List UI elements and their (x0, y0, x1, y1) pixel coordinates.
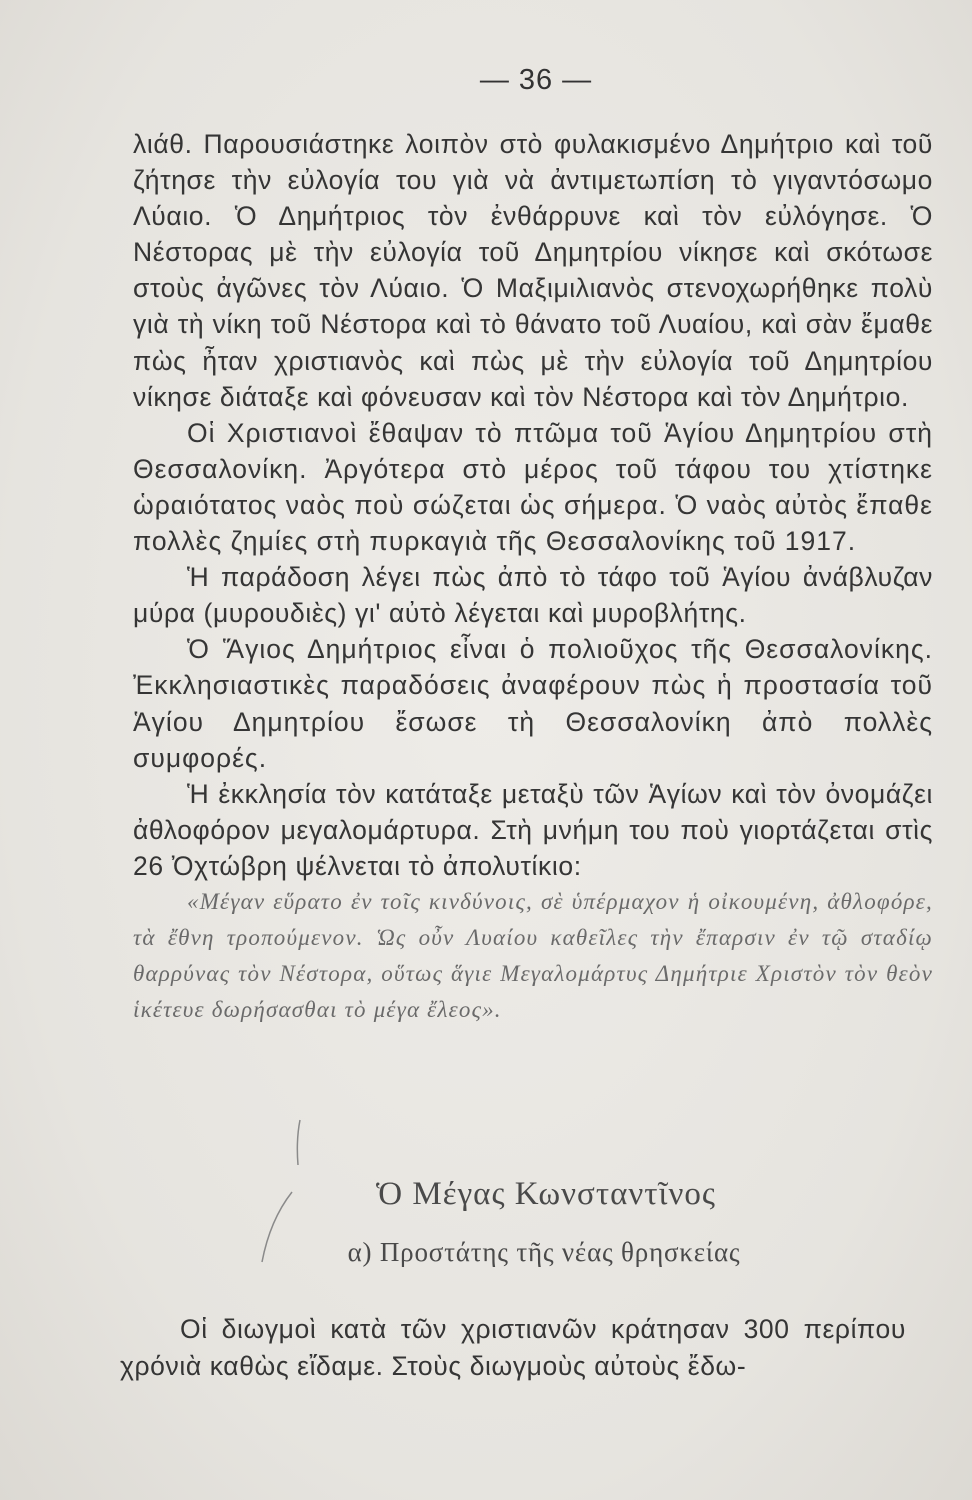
paragraph-1: λιάθ. Παρουσιάστηκε λοιπὸν στὸ φυλακισμένο Δημήτριο καὶ τοῦ ζήτησε τὴν εὐλογία του γιὰ νὰ ἀντιμετωπίση τὸ γιγαντόσωμο Λύαιο. Ὁ Δημήτριος τὸν ἐνθάρρυνε καὶ τὸν εὐλόγησε. Ὁ Νέστορας μὲ τὴν εὐλογία τοῦ Δημητρίου νίκησε καὶ σκότωσε στοὺς ἀγῶνες τὸν Λύαιο. Ὁ Μαξιμιλιανὸς στενοχωρήθηκε πολὺ γιὰ τὴ νίκη τοῦ Νέστορα καὶ τὸ θάνατο τοῦ Λυαίου, καὶ σὰν ἔμαθε πὼς ἦταν χριστιανὸς καὶ πὼς μὲ τὴν εὐλογία τοῦ Δημητρίου νίκησε διάταξε καὶ φόνευσαν καὶ τὸν Νέστορα καὶ τὸν Δημήτριο. (133, 129, 933, 412)
paragraph-5: Ἡ ἐκκλησία τὸν κατάταξε μεταξὺ τῶν Ἁγίων καὶ τὸν ὀνομάζει ἀθλοφόρον μεγαλομάρτυρα. Στὴ μνήμη του ποὺ γιορτάζεται στὶς 26 Ὀχτώβρη ψέλνεται τὸ ἀπολυτίκιο: (133, 778, 933, 881)
paragraph-2: Οἱ Χριστιανοὶ ἔθαψαν τὸ πτῶμα τοῦ Ἁγίου Δημητρίου στὴ Θεσσαλονίκη. Ἀργότερα στὸ μέρος τοῦ τάφου του χτίστηκε ὡραιότατος ναὸς ποὺ σώζεται ὡς σήμερα. Ὁ ναὸς αὐτὸς ἔπαθε πολλὲς ζημίες στὴ πυρκαγιὰ τῆς Θεσσαλονίκης τοῦ 1917. (133, 417, 933, 557)
closing-text (120, 1311, 906, 1384)
subsection-title: α) Προστάτης τῆς νέας θρησκείας (347, 1237, 741, 1267)
section-title: Ὁ Μέγας Κωνσταντῖνος (376, 1176, 716, 1212)
paragraph-4: Ὁ Ἅγιος Δημήτριος εἶναι ὁ πολιοῦχος τῆς Θεσσαλονίκης. Ἐκκλησιαστικὲς παραδόσεις ἀναφέρουν πὼς ἡ προστασία τοῦ Ἁγίου Δημητρίου ἔσωσε τὴ Θεσσαλονίκη ἀπὸ πολλὲς συμφορές. (133, 634, 933, 773)
paragraph-3: Ἡ παράδοση λέγει πὼς ἀπὸ τὸ τάφο τοῦ Ἁγίου ἀνάβλυζαν μύρα (μυρουδιὲς) γι' αὐτὸ λέγεται καὶ μυροβλήτης. (133, 562, 933, 629)
closing-paragraph: Οἱ διωγμοὶ κατὰ τῶν χριστιανῶν κράτησαν 300 περίπου χρόνιὰ καθὼς εἴδαμε. Στοὺς διωγμοὺς αὐτοὺς ἔδω- (120, 1314, 906, 1381)
page-number: — 36 — (479, 64, 593, 96)
hymn-quote: «Μέγαν εὕρατο ἐν τοῖς κινδύνοις, σὲ ὑπέρμαχον ἡ οἰκουμένη, ἀθλοφόρε, τὰ ἔθνη τροπούμενον. Ὡς οὖν Λυαίου καθεῖλες τὴν ἔπαρσιν ἐν τῷ σταδίῳ θαρρύνας τὸν Νέστορα, οὕτως ἅγιε Μεγαλομάρτυς Δημήτριε Χριστὸν τὸν θεὸν ἱκέτευε δωρήσασθαι τὸ μέγα ἔλεος». (133, 888, 933, 1023)
main-text (133, 126, 933, 1028)
